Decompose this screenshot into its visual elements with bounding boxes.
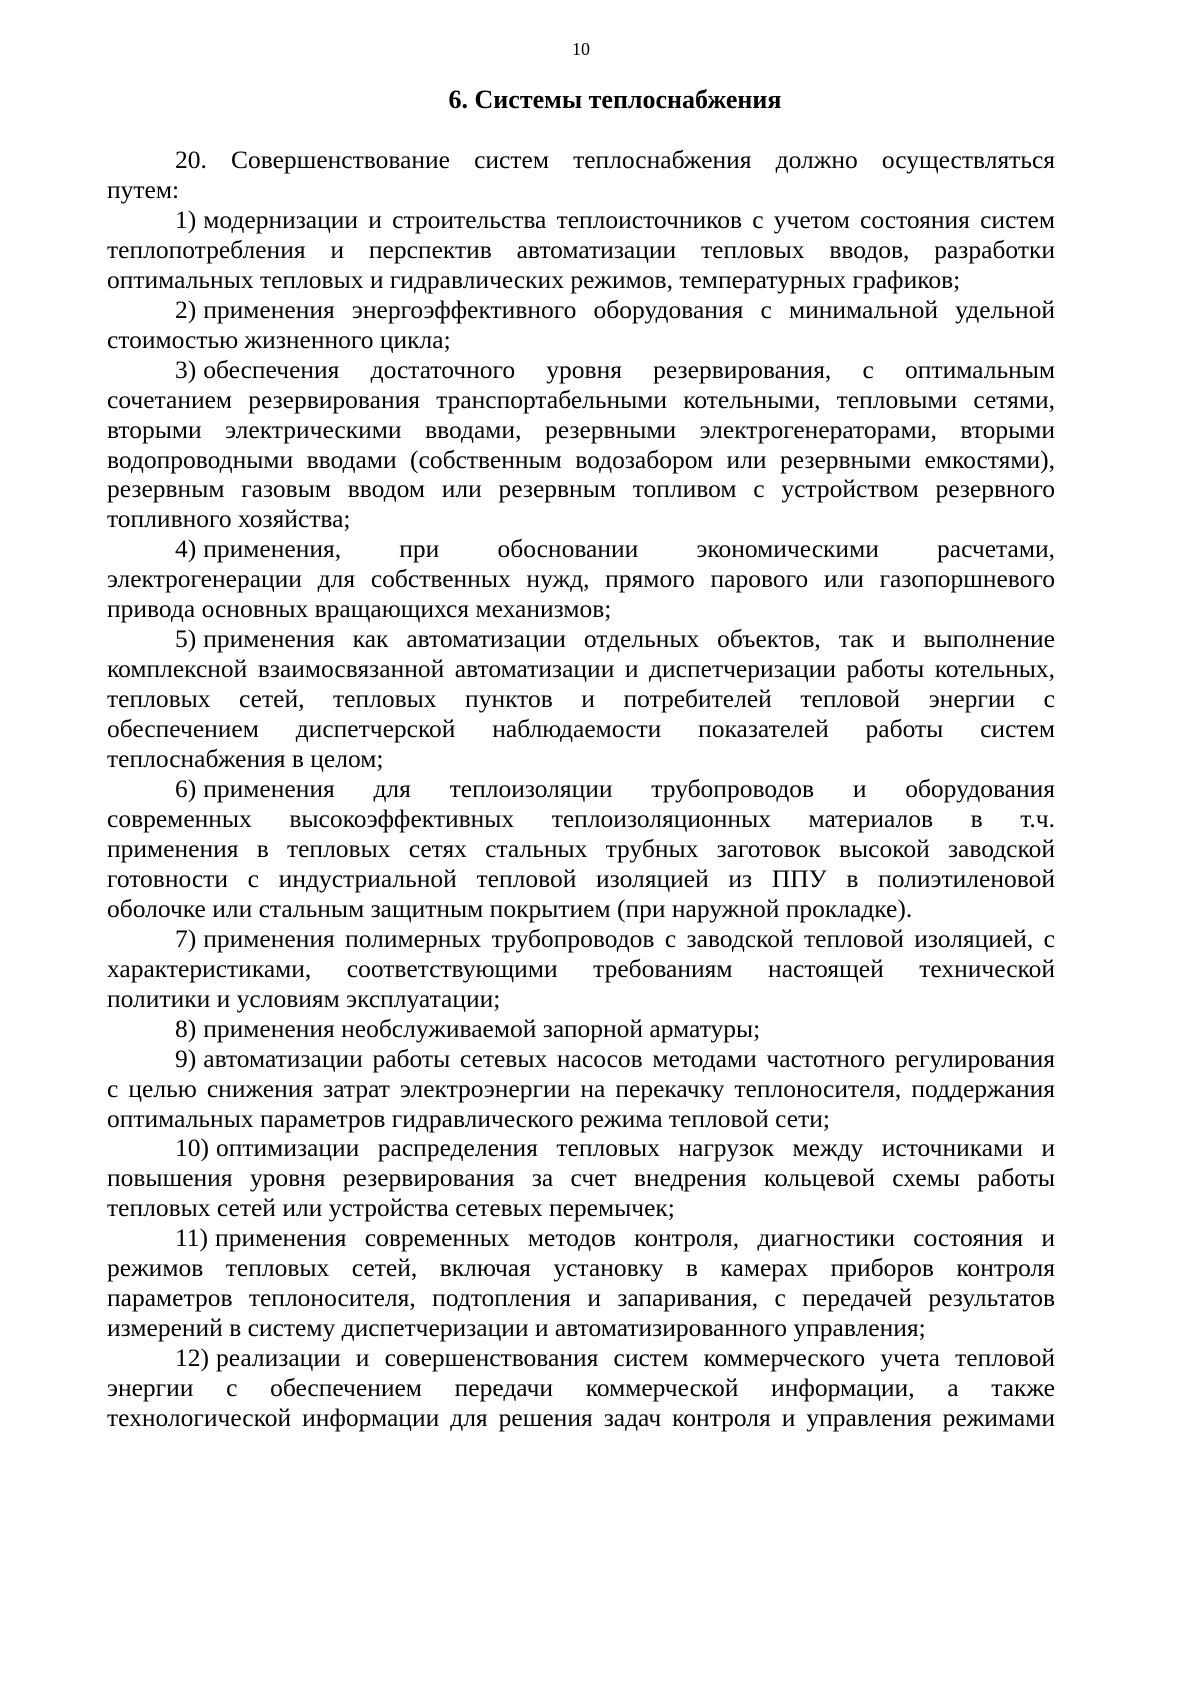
item-line: оптимальных тепловых и гидравлических режимов, температурных графиков;: [107, 264, 961, 294]
item-line: обеспечением диспетчерской наблюдаемости показателей работы систем: [107, 714, 1055, 744]
item-line: вторыми электрическими вводами, резервными электрогенераторами, вторыми: [107, 414, 1055, 444]
item-text: реализации и совершенствования систем коммерческого учета тепловой: [216, 1343, 1055, 1373]
item-line: повышения уровня резервирования за счет внедрения кольцевой схемы работы: [107, 1163, 1055, 1193]
item-line: энергии с обеспечением передачи коммерческой информации, а также: [107, 1373, 1055, 1403]
item-line: измерений в систему диспетчеризации и автоматизированного управления;: [107, 1313, 926, 1343]
item-marker: 9): [175, 1043, 197, 1073]
item-first-line: [107, 1133, 1055, 1163]
list-item-1: [107, 205, 1055, 295]
section-heading: 6. Системы теплоснабжения: [448, 85, 782, 114]
item-line: технологической информации для решения задач контроля и управления режимами: [107, 1403, 1055, 1433]
item-line: привода основных вращающихся механизмов;: [107, 594, 612, 624]
item-line: комплексной взаимосвязанной автоматизации и диспетчеризации работы котельных,: [107, 654, 1055, 684]
item-line: режимов тепловых сетей, включая установку в камерах приборов контроля: [107, 1253, 1055, 1283]
item-text: применения как автоматизации отдельных объектов, так и выполнение: [203, 624, 1055, 654]
list-item-10: [107, 1133, 1055, 1223]
item-text: применения полимерных трубопроводов с заводской тепловой изоляцией, с: [203, 923, 1055, 953]
item-line: теплоснабжения в целом;: [107, 744, 384, 774]
item-first-line: [107, 1044, 1055, 1074]
list-item-11: [107, 1223, 1055, 1343]
paragraph-line: путем:: [107, 174, 180, 204]
item-first-line: [107, 1014, 1055, 1044]
item-text: обеспечения достаточного уровня резервирования, с оптимальным: [203, 354, 1055, 384]
item-marker: 5): [175, 624, 197, 654]
item-first-line: [107, 295, 1055, 325]
item-first-line: [107, 924, 1055, 954]
item-marker: 6): [175, 774, 197, 804]
item-line: электрогенерации для собственных нужд, прямого парового или газопоршневого: [107, 564, 1055, 594]
item-marker: 8): [175, 1013, 197, 1043]
item-line: топливного хозяйства;: [107, 504, 351, 534]
item-text: автоматизации работы сетевых насосов методами частотного регулирования: [203, 1043, 1055, 1073]
item-first-line: [107, 624, 1055, 654]
list-item-4: [107, 534, 1055, 624]
item-line: современных высокоэффективных теплоизоляционных материалов в т.ч.: [107, 803, 1055, 833]
item-marker: 11): [175, 1223, 209, 1253]
list-item-7: [107, 924, 1055, 1014]
item-marker: 12): [175, 1343, 209, 1373]
list-item-5: [107, 624, 1055, 774]
item-line: готовности с индустриальной тепловой изоляцией из ППУ в полиэтиленовой: [107, 863, 1055, 893]
item-first-line: [107, 355, 1055, 385]
list-item-6: [107, 774, 1055, 924]
item-line: резервным газовым вводом или резервным топливом с устройством резервного: [107, 474, 1055, 504]
item-line: оболочке или стальным защитным покрытием (при наружной прокладке).: [107, 893, 913, 923]
item-marker: 10): [175, 1133, 209, 1163]
item-marker: 2): [175, 294, 197, 324]
list-item-9: [107, 1044, 1055, 1134]
item-first-line: [107, 205, 1055, 235]
item-marker: 7): [175, 923, 197, 953]
item-line: тепловых сетей или устройства сетевых перемычек;: [107, 1193, 675, 1223]
item-first-line: [107, 1223, 1055, 1253]
item-marker: 4): [175, 534, 197, 564]
item-marker: 1): [175, 204, 197, 234]
item-text: модернизации и строительства теплоисточников с учетом состояния систем: [203, 204, 1055, 234]
list-item-8: [107, 1014, 1055, 1044]
item-text: применения для теплоизоляции трубопроводов и оборудования: [203, 774, 1055, 804]
clause-20: [107, 145, 1055, 205]
item-line: характеристиками, соответствующими требованиям настоящей технической: [107, 953, 1055, 983]
item-line: водопроводными вводами (собственным водозабором или резервными емкостями),: [107, 444, 1055, 474]
item-line: оптимальных параметров гидравлического режима тепловой сети;: [107, 1103, 830, 1133]
item-line: параметров теплоносителя, подтопления и запаривания, с передачей результатов: [107, 1283, 1055, 1313]
page-number: 10: [572, 39, 590, 59]
item-text: применения, при обосновании экономическими расчетами,: [203, 534, 1055, 564]
item-text: применения современных методов контроля, диагностики состояния и: [215, 1223, 1055, 1253]
item-text: применения энергоэффективного оборудования с минимальной удельной: [203, 294, 1055, 324]
item-marker: 3): [175, 354, 197, 384]
list-item-3: [107, 355, 1055, 535]
item-line: сочетанием резервирования транспортабельными котельными, тепловыми сетями,: [107, 384, 1055, 414]
item-first-line: [107, 1343, 1055, 1373]
paragraph-line: 20. Совершенствование систем теплоснабжения должно осуществляться: [175, 145, 1055, 174]
list-item-12: [107, 1343, 1055, 1433]
section-body: [107, 145, 1055, 1433]
item-text: применения необслуживаемой запорной арматуры;: [203, 1013, 761, 1043]
item-line: стоимостью жизненного цикла;: [107, 324, 451, 354]
list-item-2: [107, 295, 1055, 355]
item-first-line: [107, 534, 1055, 564]
item-line: тепловых сетей, тепловых пунктов и потребителей тепловой энергии с: [107, 684, 1055, 714]
item-first-line: [107, 774, 1055, 804]
item-line: применения в тепловых сетях стальных трубных заготовок высокой заводской: [107, 833, 1055, 863]
item-line: с целью снижения затрат электроэнергии на перекачку теплоносителя, поддержания: [107, 1073, 1055, 1103]
item-line: теплопотребления и перспектив автоматизации тепловых вводов, разработки: [107, 234, 1055, 264]
item-line: политики и условиям эксплуатации;: [107, 983, 501, 1013]
item-text: оптимизации распределения тепловых нагрузок между источниками и: [216, 1133, 1055, 1163]
